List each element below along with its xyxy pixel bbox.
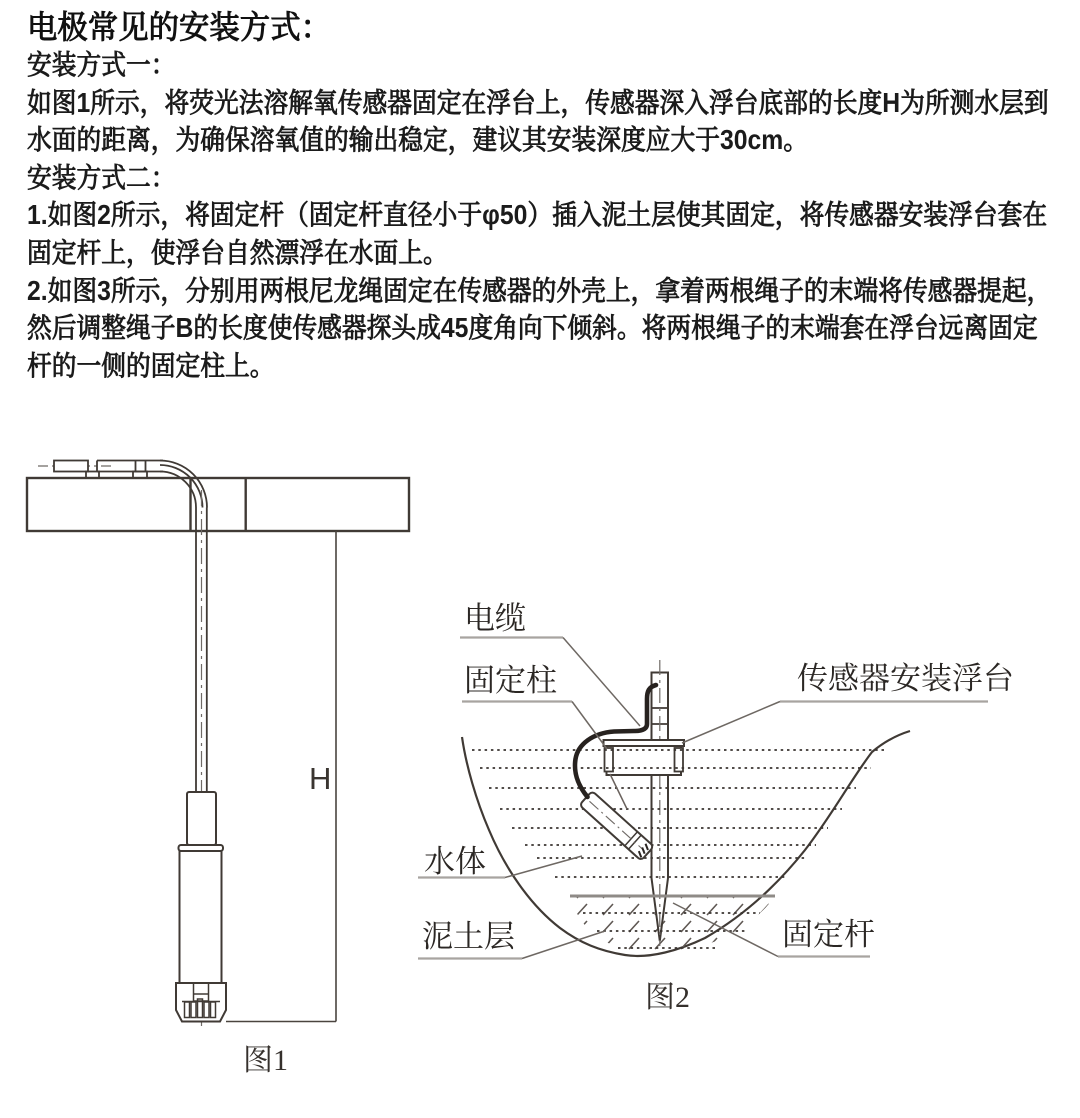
text-line: 杆的一侧的固定柱上。 [27,349,275,381]
text-line: 如图1所示，将荧光法溶解氧传感器固定在浮台上，传感器深入浮台底部的长度H为所测水层到 [27,86,1049,118]
figure1-caption: 图1 [243,1044,288,1077]
sensor-float-label: 传感器安装浮台 [797,661,1014,696]
fig1-sensor-body [180,851,222,983]
fig2-mud-hatch [570,896,775,953]
sensor-float-leader [682,702,780,744]
fig1-float-platform [27,478,409,531]
mud-layer-label: 泥土层 [422,919,515,954]
page-title: 电极常见的安装方式： [27,9,332,45]
text-line: 然后调整绳子B的长度使传感器探头成45度角向下倾斜。将两根绳子的末端套在浮台远离固定 [27,312,1038,344]
cable-leader [563,638,640,727]
water-body-label: 水体 [424,844,486,879]
fig1-sensor [176,792,226,1022]
water-leader [505,856,582,878]
cable-label: 电缆 [464,601,526,636]
text-line: 1.如图2所示，将固定杆（固定杆直径小于φ50）插入泥土层使其固定，将传感器安装浮台套在 [27,199,1048,231]
fig1-sensor-neck [187,792,216,845]
mud-leader [522,931,605,959]
figure2-diagram [418,601,1014,1014]
fig2-fixing-post-left [605,748,614,772]
text-line: 安装方式二： [27,161,176,193]
fig2-float-lip [604,740,685,746]
text-line: 水面的距离，为确保溶氧值的输出稳定，建议其安装深度应大于30cm。 [27,124,809,156]
fig2-float-sensor-link [610,774,627,809]
figure2-caption: 图2 [645,981,690,1014]
fig2-tilted-sensor [579,791,653,861]
fixing-post-leader [572,702,607,750]
text-line: 2.如图3所示，分别用两根尼龙绳固定在传感器的外壳上，拿着两根绳子的末端将传感器提起， [27,274,1052,306]
fig1-cable-connector [54,461,88,472]
fig1-depth-label: H [309,761,332,796]
fixing-rod-label: 固定杆 [782,917,875,952]
text-line: 固定杆上，使浮台自然漂浮在水面上。 [27,236,448,268]
fig2-labels [422,601,1014,1014]
fig2-sensor-float [604,740,685,775]
fixing-post-label: 固定柱 [464,663,557,698]
text-line: 安装方式一： [27,49,176,80]
figure1-diagram [27,461,409,1078]
